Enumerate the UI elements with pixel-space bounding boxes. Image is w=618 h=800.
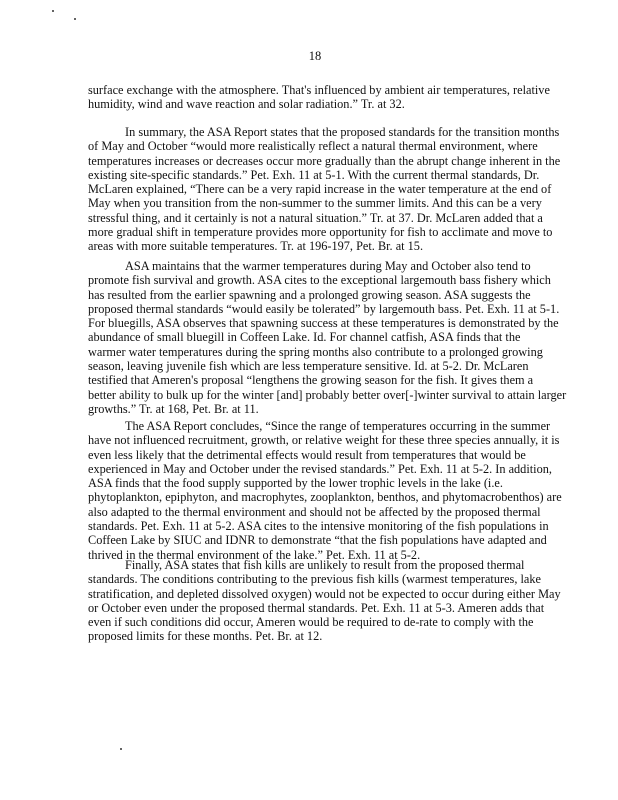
text-line: season, leaving juvenile fish which are less temperature sensitive. Id. at 5-2. Dr. McLaren — [88, 359, 529, 374]
text-line: Finally, ASA states that fish kills are unlikely to result from the proposed thermal — [125, 558, 525, 572]
text-line: The ASA Report concludes, “Since the range of temperatures occurring in the summer — [125, 419, 551, 433]
text-line: phytoplankton, epiphyton, and macrophytes, zooplankton, benthos, and phytomacrobenthos) are — [88, 490, 562, 505]
text-line: ASA finds that the food supply supported by the lower trophic levels in the lake (i.e. — [88, 476, 503, 491]
text-line: has resulted from the earlier spawning and a prolonged growing season. ASA suggests the — [88, 287, 531, 302]
text-line: humidity, wind and wave reaction and solar radiation.” Tr. at 32. — [88, 97, 405, 112]
text-line: thrived in the thermal environment of the lake.” Pet. Exh. 11 at 5-2. — [88, 547, 421, 562]
text-line: more gradual shift in temperature provides more opportunity for fish to acclimate and move to — [88, 225, 553, 240]
text-line: Coffeen Lake by SIUC and IDNR to demonstrate “that the fish populations have adapted and — [88, 533, 547, 548]
text-line: warmer water temperatures during the spring months also contribute to a prolonged growing — [88, 344, 543, 359]
text-line: standards. The conditions contributing to the previous fish kills (warmest temperatures, lake — [88, 572, 541, 587]
text-line: May when you transition from the non-summer to the summer limits. And this can be a very — [88, 196, 542, 211]
scan-speck — [52, 10, 54, 12]
text-line: promote fish survival and growth. ASA cites to the exceptional largemouth bass fishery which — [88, 273, 551, 288]
text-line: even less likely that the detrimental effects would result from temperatures that would be — [88, 447, 526, 462]
text-line: McLaren explained, “There can be a very rapid increase in the water temperature at the end of — [88, 182, 552, 197]
text-line: stressful thing, and it certainly is not a natural situation.” Tr. at 37. Dr. McLaren added that a — [88, 210, 543, 225]
text-line: experienced in May and October under the revised standards.” Pet. Exh. 11 at 5-2. In addition, — [88, 461, 552, 476]
scan-speck — [74, 18, 76, 20]
text-line: proposed thermal standards “would easily be tolerated” by largemouth bass. Pet. Exh. 11 at 5-1. — [88, 301, 560, 316]
text-line: better ability to bulk up for the winter [and] probably better over[-]winter survival to attain larger — [88, 387, 567, 402]
text-line: standards. Pet. Exh. 11 at 5-2. ASA cites to the intensive monitoring of the fish populations in — [88, 519, 549, 534]
text-line: testified that Ameren's proposal “lengthens the growing season for the fish. It gives them a — [88, 373, 534, 388]
text-line: temperatures increases or decreases occur more gradually than the abrupt change inherent in the — [88, 153, 561, 168]
text-line: even if such conditions did occur, Ameren would be required to de-rate to comply with the — [88, 615, 534, 630]
text-line: ASA maintains that the warmer temperatures during May and October also tend to — [125, 259, 531, 273]
text-line: or October even under the proposed thermal standards. Pet. Exh. 11 at 5-3. Ameren adds that — [88, 600, 545, 615]
text-line: growths.” Tr. at 168, Pet. Br. at 11. — [88, 401, 259, 416]
text-line: have not influenced recruitment, growth, or relative weight for these three species annually, it is — [88, 433, 560, 448]
text-line: areas with more suitable temperatures. Tr. at 196-197, Pet. Br. at 15. — [88, 239, 424, 254]
page-number: 18 — [308, 49, 322, 63]
text-line: existing site-specific standards.” Pet. Exh. 11 at 5-1. With the current thermal standards, Dr. — [88, 167, 540, 182]
text-line: stratification, and depleted dissolved oxygen) would not be expected to occur during either May — [88, 586, 561, 601]
paragraph-1 — [88, 83, 558, 112]
text-line: also adapted to the thermal environment and should not be affected by the proposed thermal — [88, 504, 541, 519]
paragraph-2 — [88, 125, 561, 254]
text-line: For bluegills, ASA observes that spawning success at these temperatures is demonstrated by the — [88, 316, 559, 331]
scan-speck — [120, 748, 122, 750]
text-line: of May and October “would more realistically reflect a natural thermal environment, where — [88, 139, 538, 154]
text-line: In summary, the ASA Report states that the proposed standards for the transition months — [125, 125, 560, 139]
text-line: surface exchange with the atmosphere. That's influenced by ambient air temperatures, relative — [88, 83, 550, 97]
paragraph-4 — [88, 419, 562, 562]
text-line: abundance of small bluegill in Coffeen Lake. Id. For channel catfish, ASA finds that the — [88, 330, 521, 345]
paragraph-3 — [88, 259, 567, 416]
text-line: proposed limits for these months. Pet. Br. at 12. — [88, 629, 323, 644]
paragraph-5 — [88, 558, 561, 644]
